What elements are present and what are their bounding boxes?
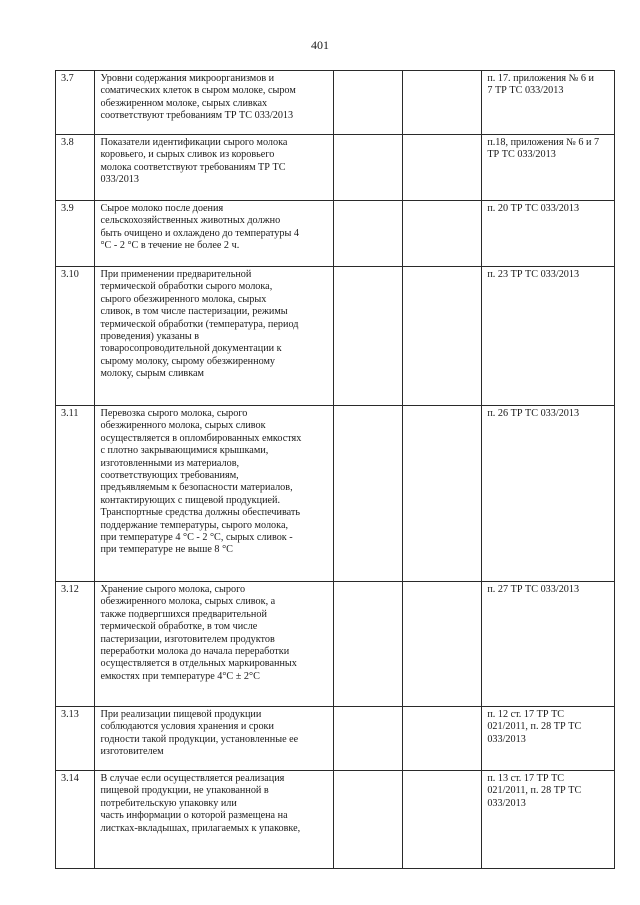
answer-yes-cell: [334, 406, 403, 582]
answer-yes-cell: [334, 267, 403, 406]
answer-yes-cell: [334, 201, 403, 267]
table-row: [56, 771, 615, 869]
legal-reference: п. 13 ст. 17 ТР ТС 021/2011, п. 28 ТР ТС 033/2013: [487, 773, 582, 809]
requirement-text: Хранение сырого молока, сырого обезжиренного молока, сырых сливок, а также подвергшихся предварительной термической обработке, в том числе пастеризации, изготовителем продуктов переработки молока до начала переработки осуществляется в отдельных маркированных емкостях при температуре 4°С ± 2°С: [100, 584, 297, 682]
answer-yes-cell: [334, 771, 403, 869]
table-row: [56, 71, 615, 135]
answer-yes-cell: [334, 135, 403, 201]
legal-reference: п. 27 ТР ТС 033/2013: [487, 584, 580, 595]
answer-no-cell: [403, 135, 482, 201]
requirement-text: В случае если осуществляется реализация пищевой продукции, не упакованной в потребительскую упаковку или часть информации о которой размещена на листках-вкладышах, прилагаемых к упаковке,: [100, 773, 301, 834]
table-row: [56, 707, 615, 771]
row-number: 3.13: [61, 709, 79, 720]
answer-no-cell: [403, 771, 482, 869]
row-number: 3.8: [61, 137, 74, 148]
row-number: 3.14: [61, 773, 79, 784]
answer-no-cell: [403, 582, 482, 707]
table-row: [56, 267, 615, 406]
requirements-table: [55, 70, 615, 869]
page-number: 401: [311, 38, 329, 52]
table-row: [56, 406, 615, 582]
row-number: 3.12: [61, 584, 79, 595]
legal-reference: п. 17. приложения № 6 и 7 ТР ТС 033/2013: [487, 73, 594, 97]
answer-no-cell: [403, 267, 482, 406]
row-number: 3.7: [61, 73, 74, 84]
answer-no-cell: [403, 406, 482, 582]
requirement-text: Уровни содержания микроорганизмов и соматических клеток в сыром молоке, сыром обезжиренном молоке, сырых сливках соответствуют требованиям ТР ТС 033/2013: [100, 73, 296, 122]
legal-reference: п. 23 ТР ТС 033/2013: [487, 269, 580, 280]
table-row: [56, 201, 615, 267]
legal-reference: п. 20 ТР ТС 033/2013: [487, 203, 580, 214]
legal-reference: п.18, приложения № 6 и 7 ТР ТС 033/2013: [487, 137, 600, 161]
row-number: 3.11: [61, 408, 79, 419]
requirement-text: Показатели идентификации сырого молока коровьего, и сырых сливок из коровьего молока соответствуют требованиям ТР ТС 033/2013: [100, 137, 288, 186]
answer-no-cell: [403, 707, 482, 771]
answer-yes-cell: [334, 707, 403, 771]
answer-no-cell: [403, 71, 482, 135]
requirement-text: Сырое молоко после доения сельскохозяйственных животных должно быть очищено и охлаждено до температуры 4 °С - 2 °С в течение не более 2 ч.: [100, 203, 299, 252]
answer-no-cell: [403, 201, 482, 267]
table-row: [56, 135, 615, 201]
requirement-text: При реализации пищевой продукции соблюдаются условия хранения и сроки годности такой продукции, установленные ее изготовителем: [100, 709, 299, 758]
row-number: 3.9: [61, 203, 74, 214]
legal-reference: п. 12 ст. 17 ТР ТС 021/2011, п. 28 ТР ТС 033/2013: [487, 709, 582, 745]
legal-reference: п. 26 ТР ТС 033/2013: [487, 408, 580, 419]
answer-yes-cell: [334, 71, 403, 135]
answer-yes-cell: [334, 582, 403, 707]
requirement-text: Перевозка сырого молока, сырого обезжиренного молока, сырых сливок осуществляется в опломбированных емкостях с плотно закрывающимися крышками, изготовленными из материалов, соответствующих требованиям, предъявляемым к безопасности материалов, контактирующих с пищевой продукцией. Транспортные средства должны обеспечивать поддержание температуры, сырого молока, при температуре 4 °С - 2 °С, сырых сливок - при температуре не выше 8 °С: [100, 408, 302, 556]
table-row: [56, 582, 615, 707]
row-number: 3.10: [61, 269, 79, 280]
requirement-text: При применении предварительной термической обработки сырого молока, сырого обезжиренного молока, сырых сливок, в том числе пастеризации, режимы термической обработки (температура, период проведения) указаны в товаросопроводительной документации к сырому молоку, сырому обезжиренному молоку, сырым сливкам: [100, 269, 299, 380]
